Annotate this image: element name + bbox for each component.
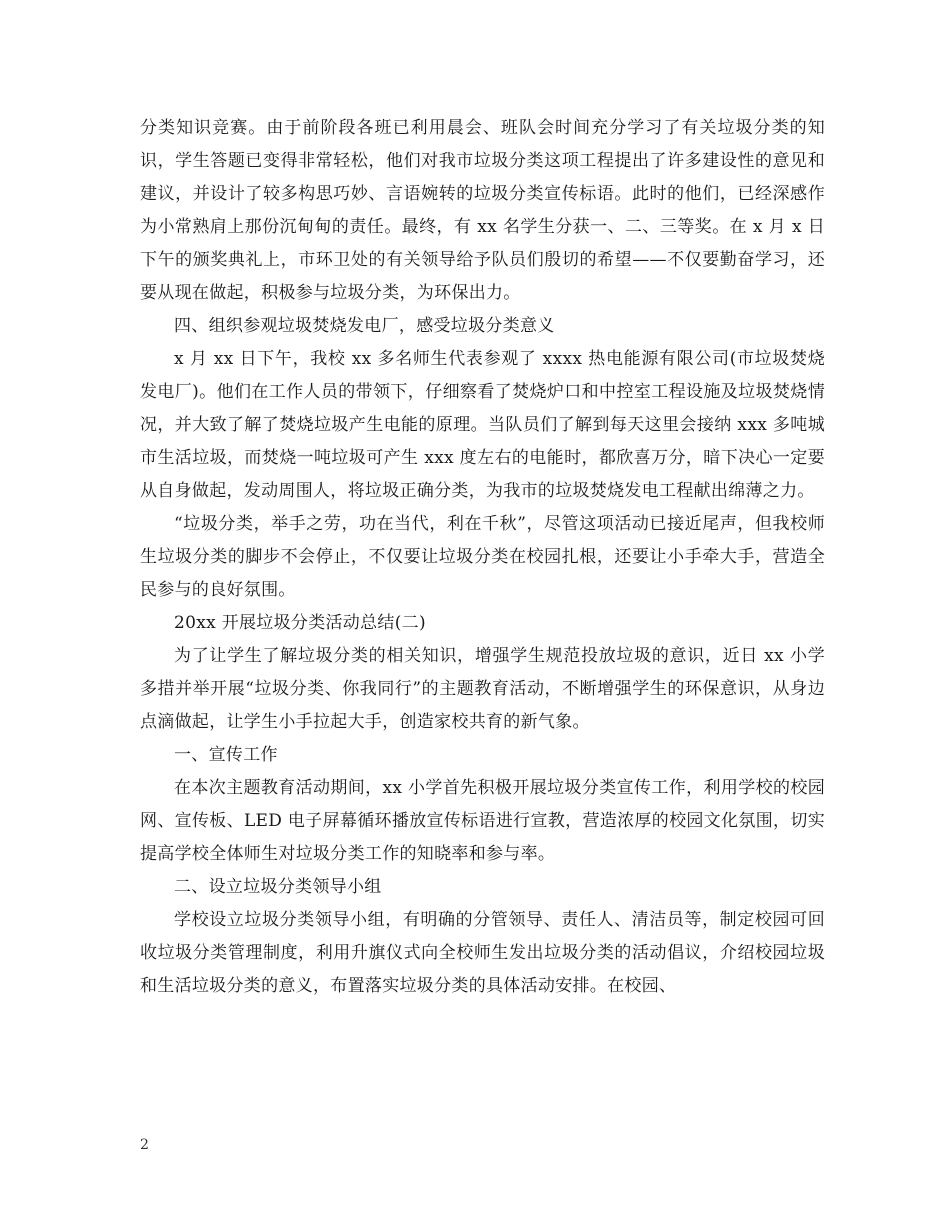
section-heading-1: 一、宣传工作 <box>174 745 278 765</box>
paragraph-5: 在本次主题教育活动期间，xx 小学首先积极开展垃圾分类宣传工作，利用学校的校园网、宣传板、LED 电子屏幕循环播放宣传标语进行宣教，营造浓厚的校园文化氛围，切实提高学校全体师生对垃圾分类工作的知晓率和参与率。 <box>140 778 825 864</box>
paragraph-4: 为了让学生了解垃圾分类的相关知识，增强学生规范投放垃圾的意识，近日 xx 小学多措并举开展“垃圾分类、你我同行”的主题教育活动，不断增强学生的环保意识，从身边点滴做起，让学生小手拉起大手，创造家校共育的新气象。 <box>140 646 825 732</box>
section-heading-4: 四、组织参观垃圾焚烧发电厂，感受垃圾分类意义 <box>174 316 555 336</box>
document-body <box>140 112 825 1003</box>
section-heading-2: 二、设立垃圾分类领导小组 <box>174 877 382 897</box>
paragraph-2: x 月 xx 日下午，我校 xx 多名师生代表参观了 xxxx 热电能源有限公司(市垃圾焚烧发电厂)。他们在工作人员的带领下，仔细察看了焚烧炉口和中控室工程设施及垃圾焚烧情况，并大致了解了焚烧垃圾产生电能的原理。当队员们了解到每天这里会接纳 xxx 多吨城市生活垃圾，而焚烧一吨垃圾可产生 xxx 度左右的电能时，都欣喜万分，暗下决心一定要从自身做起，发动周围人，将垃圾正确分类，为我市的垃圾焚烧发电工程献出绵薄之力。 <box>140 349 825 501</box>
paragraph-1: 分类知识竞赛。由于前阶段各班已利用晨会、班队会时间充分学习了有关垃圾分类的知识，学生答题已变得非常轻松，他们对我市垃圾分类这项工程提出了许多建设性的意见和建议，并设计了较多构思巧妙、言语婉转的垃圾分类宣传标语。此时的他们，已经深感作为小常熟肩上那份沉甸甸的责任。最终，有 xx 名学生分获一、二、三等奖。在 x 月 x 日下午的颁奖典礼上，市环卫处的有关领导给予队员们殷切的希望——不仅要勤奋学习，还要从现在做起，积极参与垃圾分类，为环保出力。 <box>140 118 825 303</box>
document-subtitle: 20xx 开展垃圾分类活动总结(二) <box>174 613 426 633</box>
page-number: 2 <box>140 1137 149 1153</box>
paragraph-3: “垃圾分类，举手之劳，功在当代，利在千秋”，尽管这项活动已接近尾声，但我校师生垃圾分类的脚步不会停止，不仅要让垃圾分类在校园扎根，还要让小手牵大手，营造全民参与的良好氛围。 <box>140 514 825 600</box>
paragraph-6: 学校设立垃圾分类领导小组，有明确的分管领导、责任人、清洁员等，制定校园可回收垃圾分类管理制度，利用升旗仪式向全校师生发出垃圾分类的活动倡议，介绍校园垃圾和生活垃圾分类的意义，布置落实垃圾分类的具体活动安排。在校园、 <box>140 910 825 996</box>
